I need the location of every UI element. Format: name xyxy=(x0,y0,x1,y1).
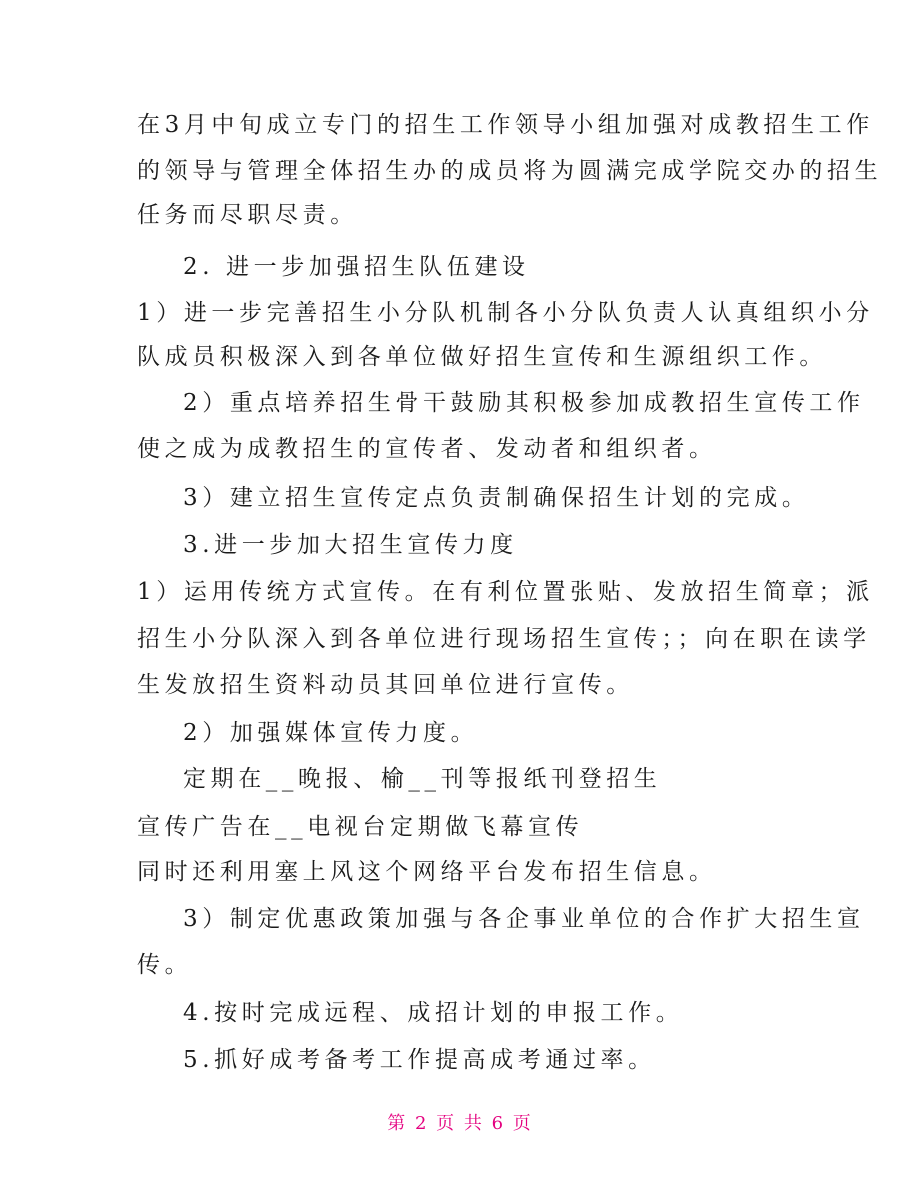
text-line: 使之成为成教招生的宣传者、发动者和组织者。 xyxy=(137,436,717,462)
text-line: 生发放招生资料动员其回单位进行宣传。 xyxy=(137,672,634,698)
text-line: 在3月中旬成立专门的招生工作领导小组加强对成教招生工作 xyxy=(137,112,874,138)
text-line: 队成员积极深入到各单位做好招生宣传和生源组织工作。 xyxy=(137,344,827,370)
text-line: 任务而尽职尽责。 xyxy=(137,202,358,228)
page-number-footer: 第 2 页 共 6 页 xyxy=(387,1113,533,1134)
text-line: 1）运用传统方式宣传。在有利位置张贴、发放招生简章；派 xyxy=(137,579,874,605)
text-line: 同时还利用塞上风这个网络平台发布招生信息。 xyxy=(137,859,717,885)
text-line: 3）制定优惠政策加强与各企事业单位的合作扩大招生宣 xyxy=(183,906,865,932)
text-line: 的领导与管理全体招生办的成员将为圆满完成学院交办的招生 xyxy=(137,158,883,184)
section-heading: 2. 进一步加强招生队伍建设 xyxy=(183,254,530,280)
text-line: 1）进一步完善招生小分队机制各小分队负责人认真组织小分 xyxy=(137,300,874,326)
text-line: 2）重点培养招生骨干鼓励其积极参加成教招生宣传工作 xyxy=(183,390,865,416)
text-line: 招生小分队深入到各单位进行现场招生宣传；；向在职在读学 xyxy=(137,626,871,652)
section-heading: 4.按时完成远程、成招计划的申报工作。 xyxy=(183,1000,684,1026)
section-heading: 5.抓好成考备考工作提高成考通过率。 xyxy=(183,1047,656,1073)
text-line: 定期在__晚报、榆__刊等报纸刊登招生 xyxy=(183,766,662,792)
text-line: 宣传广告在__电视台定期做飞幕宣传 xyxy=(137,814,584,840)
section-heading: 3.进一步加大招生宣传力度 xyxy=(183,532,518,558)
text-line: 2）加强媒体宣传力度。 xyxy=(183,720,479,746)
text-line: 传。 xyxy=(137,952,193,978)
text-line: 3）建立招生宣传定点负责制确保招生计划的完成。 xyxy=(183,485,810,511)
